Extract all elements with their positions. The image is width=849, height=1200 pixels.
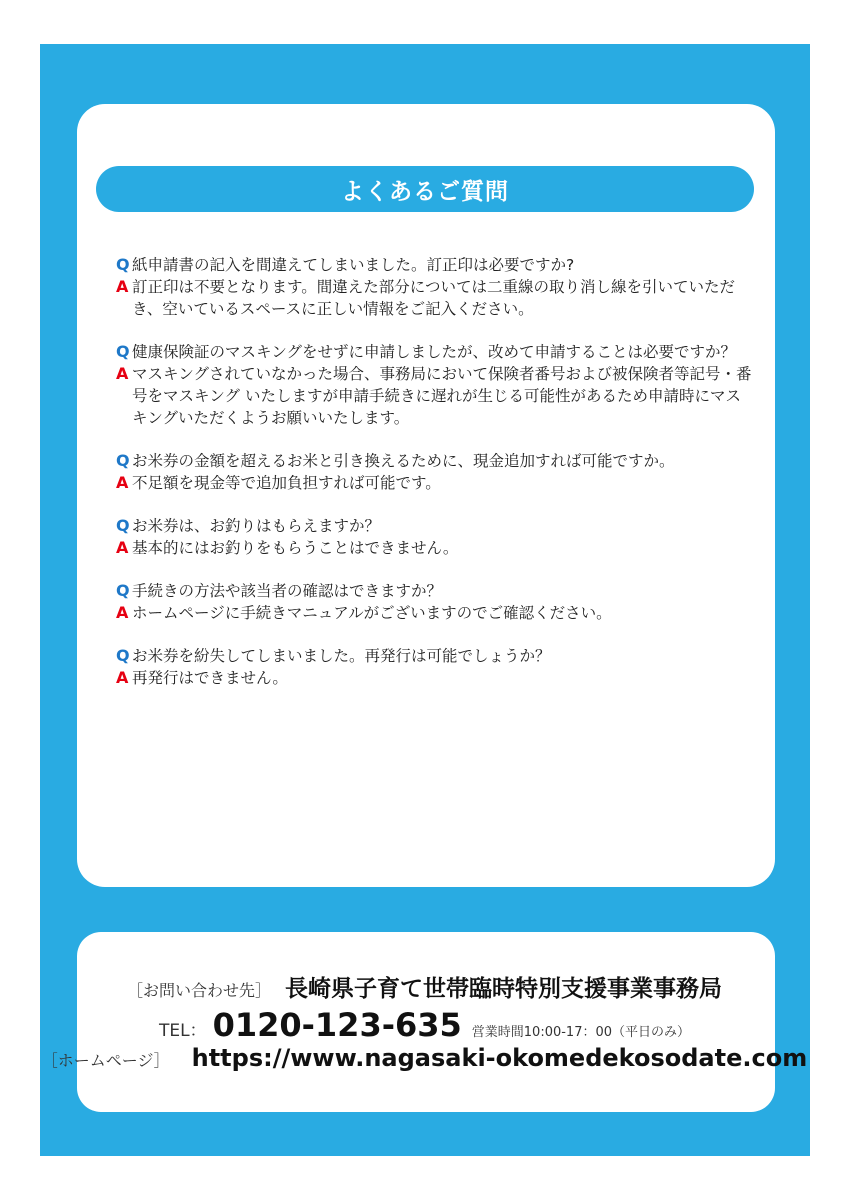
faq-item [116,450,756,494]
answer-text: 訂正印は不要となります。間違えた部分については二重線の取り消し線を引いていただき、空いているスペースに正しい情報をご記入ください。 [132,278,735,318]
answer-mark: A [116,364,129,383]
contact-label: ［お問い合わせ先］ [126,981,271,1000]
answer-text: 再発行はできません。 [132,669,288,687]
contact-hp-row [0,1044,849,1072]
question-text: お米券の金額を超えるお米と引き換えるために、現金追加すれば可能ですか。 [132,452,675,470]
tel-label: TEL： [158,1021,207,1041]
answer-text: 基本的にはお釣りをもらうことはできません。 [132,539,459,557]
contact-tel-row [0,1006,849,1044]
answer-mark: A [116,668,129,687]
faq-item [116,254,756,320]
answer-mark: A [116,603,129,622]
faq-list [116,254,756,710]
faq-title: よくあるご質問 [96,166,754,212]
tel-number[interactable]: 0120-123-635 [212,1006,462,1044]
answer-mark: A [116,473,129,492]
faq-item [116,341,756,429]
homepage-link[interactable]: https://www.nagasaki-okomedekosodate.com [191,1044,808,1072]
question-mark: Q [116,581,130,600]
question-mark: Q [116,255,130,274]
business-hours: 営業時間10:00-17：00（平日のみ） [471,1025,691,1040]
answer-text: ホームページに手続きマニュアルがございますのでご確認ください。 [132,604,612,622]
answer-text: マスキングされていなかった場合、事務局において保険者番号および被保険者等記号・番号をマスキング いたしますが申請手続きに遅れが生じる可能性があるため申請時にマスキングいただくようお願いいたします。 [132,365,752,427]
question-text: 健康保険証のマスキングをせずに申請しましたが、改めて申請することは必要ですか？ [132,343,737,361]
answer-mark: A [116,277,129,296]
question-mark: Q [116,342,130,361]
question-mark: Q [116,451,130,470]
question-text: 手続きの方法や該当者の確認はできますか？ [132,582,443,600]
faq-item [116,580,756,624]
question-mark: Q [116,516,130,535]
answer-text: 不足額を現金等で追加負担すれば可能です。 [132,474,441,492]
question-text: お米券は、お釣りはもらえますか？ [132,517,381,535]
question-text: 紙申請書の記入を間違えてしまいました。訂正印は必要ですか? [132,256,575,274]
question-text: お米券を紛失してしまいました。再発行は可能でしょうか？ [132,647,551,665]
faq-item [116,645,756,689]
answer-mark: A [116,538,129,557]
question-mark: Q [116,646,130,665]
contact-org-row [0,970,849,1003]
contact-organization: 長崎県子育て世帯臨時特別支援事業事務局 [285,976,722,1002]
faq-item [116,515,756,559]
homepage-label: ［ホームページ］ [41,1051,170,1070]
